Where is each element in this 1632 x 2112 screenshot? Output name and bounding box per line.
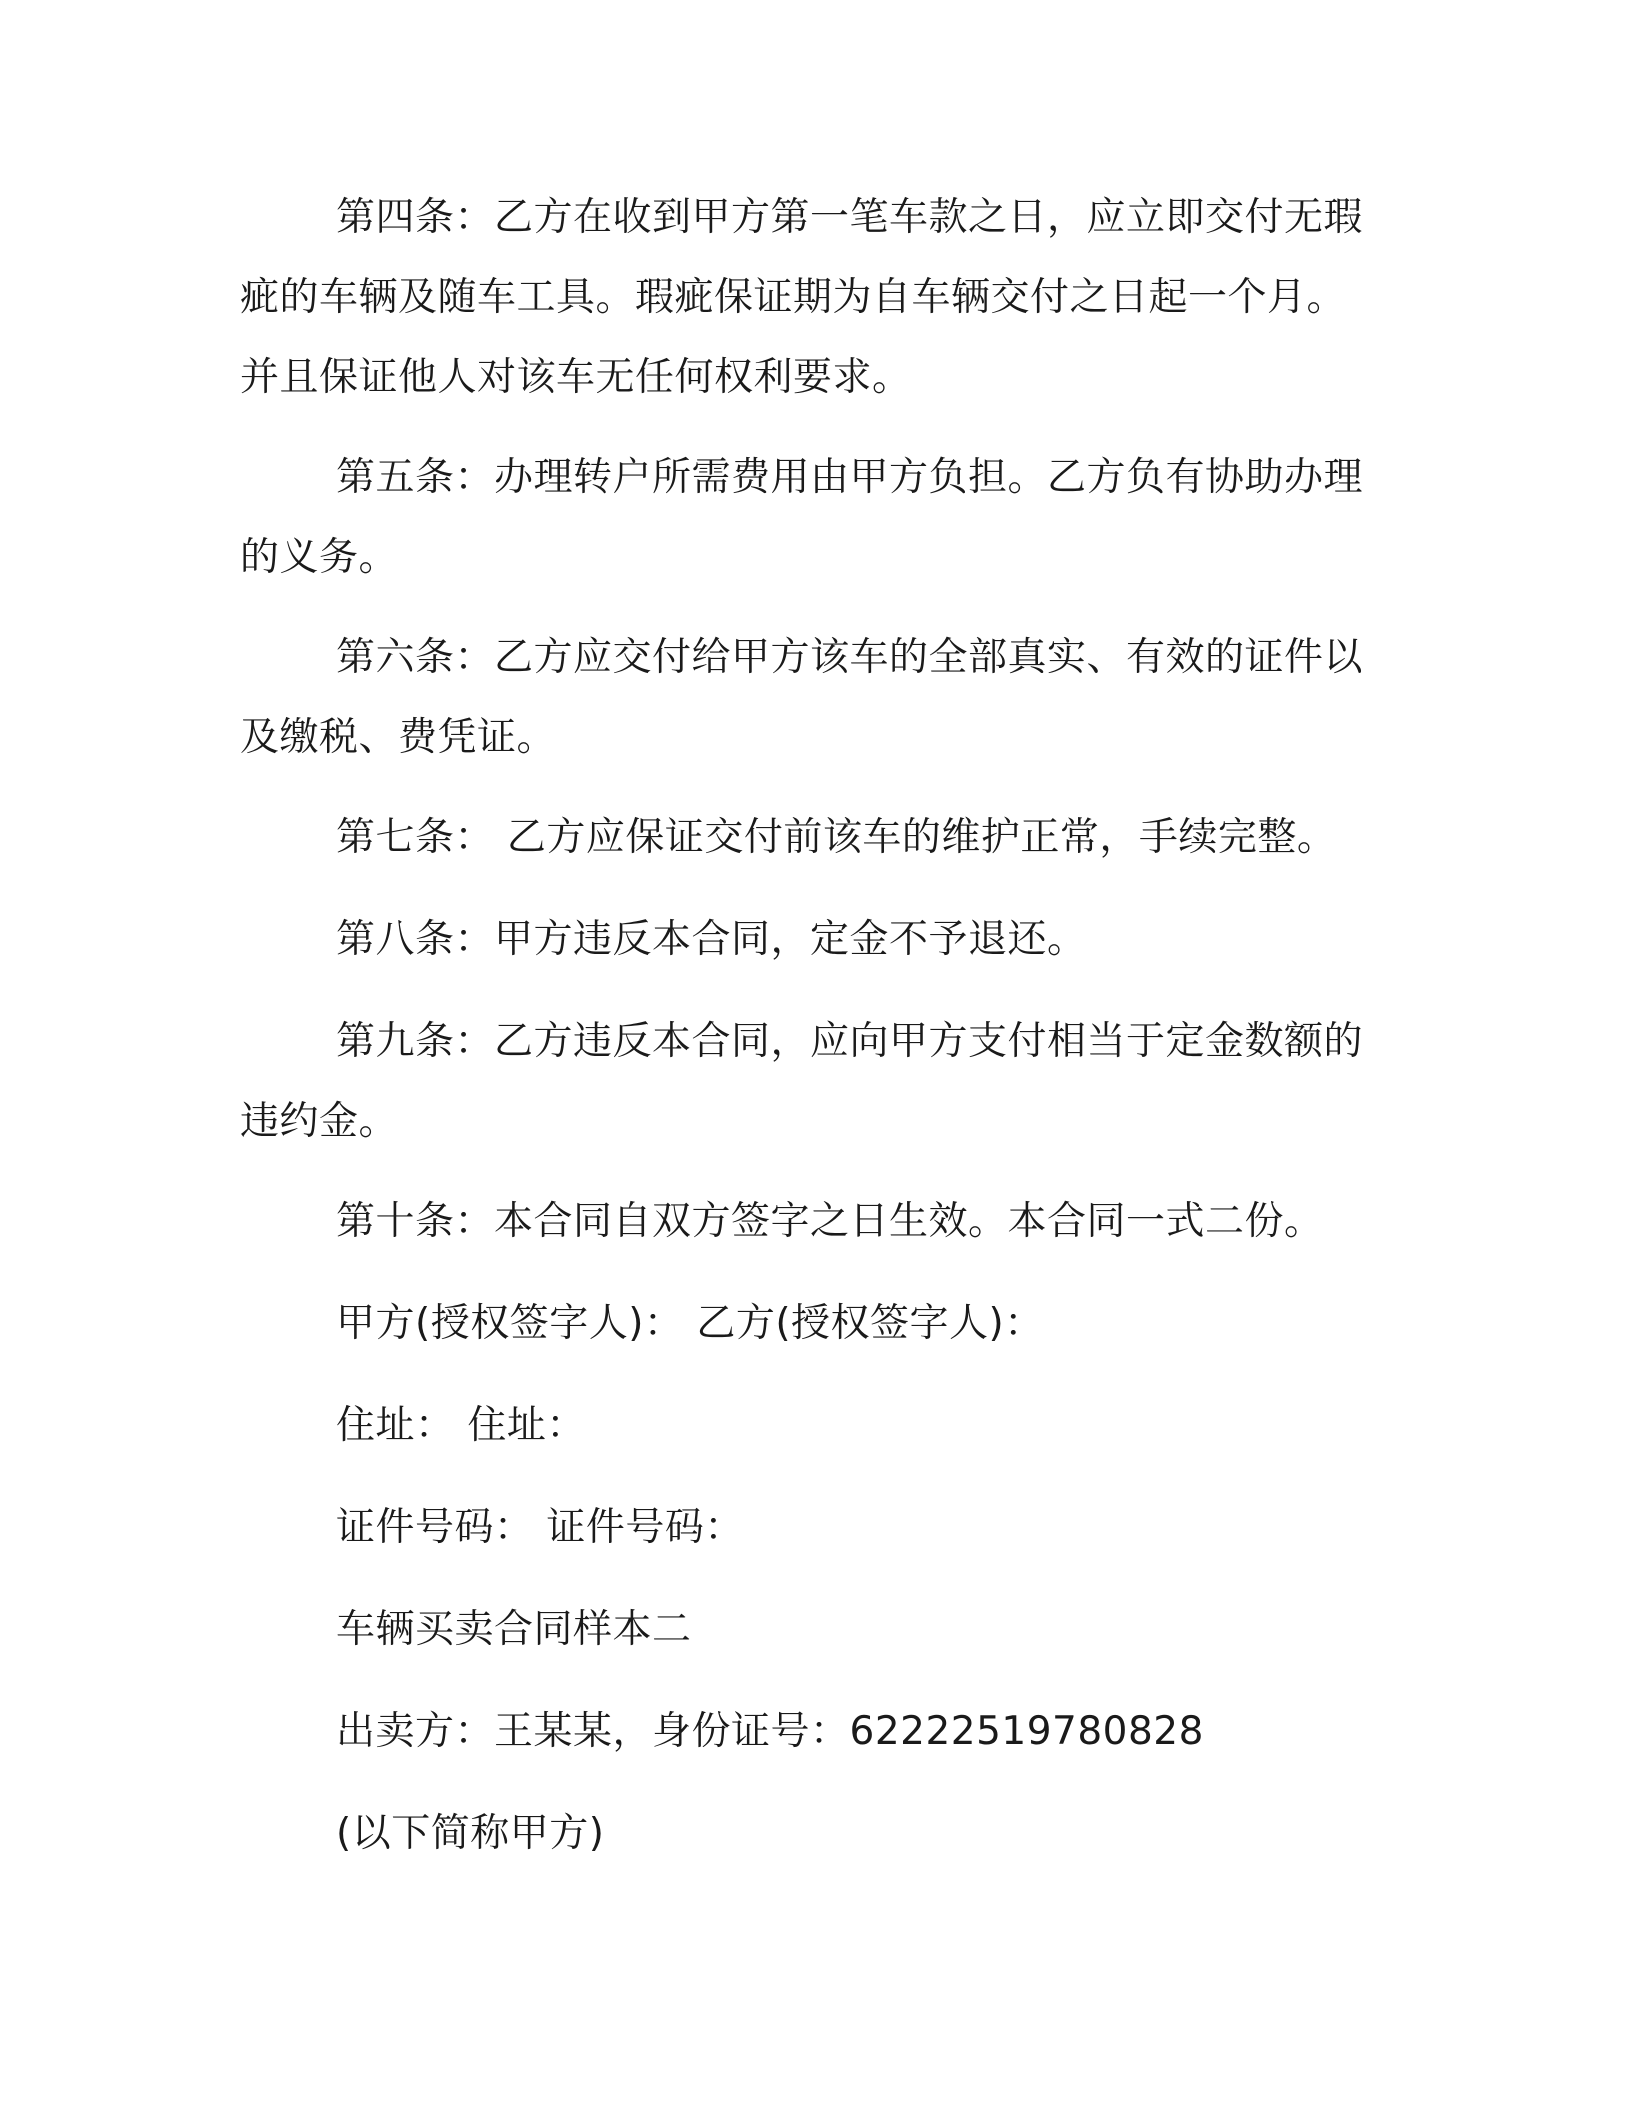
seller-line: 出卖方：王某某，身份证号：62222519780828 (336, 1709, 1204, 1754)
clause-4: 第四条：乙方在收到甲方第一笔车款之日，应立即交付无瑕疵的车辆及随车工具。瑕疵保证期为自车辆交付之日起一个月。并且保证他人对该车无任何权利要求。 (240, 195, 1364, 400)
clause-6: 第六条：乙方应交付给甲方该车的全部真实、有效的证件以及缴税、费凭证。 (240, 635, 1364, 760)
clause-8: 第八条：甲方违反本合同，定金不予退还。 (336, 917, 1087, 962)
sample-title: 车辆买卖合同样本二 (336, 1607, 692, 1652)
clause-10: 第十条：本合同自双方签字之日生效。本合同一式二份。 (336, 1199, 1324, 1244)
seller-abbreviation: (以下简称甲方) (336, 1811, 605, 1856)
signatory-line: 甲方(授权签字人)： 乙方(授权签字人)： (336, 1301, 1044, 1346)
id-number-line: 证件号码： 证件号码： (336, 1505, 744, 1550)
clause-9: 第九条：乙方违反本合同，应向甲方支付相当于定金数额的违约金。 (240, 1019, 1364, 1144)
address-line: 住址： 住址： (336, 1403, 586, 1448)
clause-7: 第七条： 乙方应保证交付前该车的维护正常，手续完整。 (336, 815, 1337, 860)
clause-5: 第五条：办理转户所需费用由甲方负担。乙方负有协助办理的义务。 (240, 455, 1364, 580)
